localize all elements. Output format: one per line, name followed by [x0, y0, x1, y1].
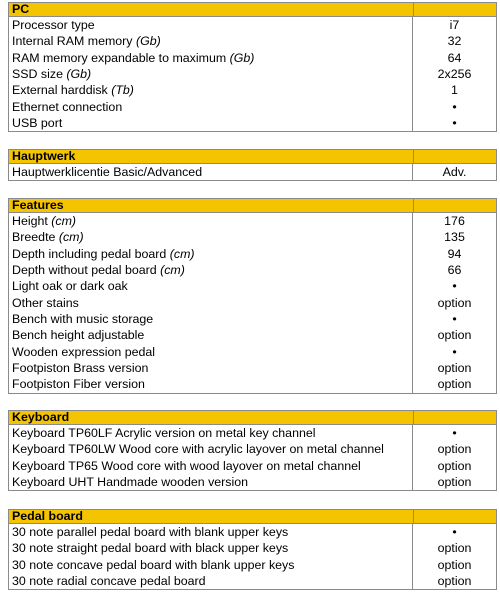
spec-row: [9, 376, 496, 392]
spec-value: 2x256: [437, 67, 472, 82]
spec-row: [9, 50, 496, 66]
spec-label: Hauptwerklicentie Basic/Advanced: [12, 165, 203, 179]
section-title: Hauptwerk: [9, 150, 414, 163]
section-rows: [8, 17, 497, 132]
spec-label-cell: [9, 82, 413, 98]
section-header: [8, 149, 497, 164]
spec-row: [9, 458, 496, 474]
section-keyboard: [8, 410, 497, 491]
spec-label-cell: [9, 573, 413, 589]
spec-label: Footpiston Brass version: [12, 361, 149, 376]
spec-label-cell: [9, 540, 413, 556]
spec-row: [9, 33, 496, 49]
spec-label-cell: [9, 213, 413, 229]
spec-label-cell: [9, 425, 413, 441]
spec-row: [9, 360, 496, 376]
spec-row: [9, 278, 496, 294]
spec-row: [9, 262, 496, 278]
section-header: [8, 509, 497, 524]
spec-label-cell: [9, 524, 413, 540]
section-rows: [8, 164, 497, 181]
spec-unit: (Gb): [66, 67, 92, 82]
spec-row: [9, 524, 496, 540]
spec-value: option: [437, 377, 472, 392]
section-rows: [8, 213, 497, 394]
spec-label-cell: [9, 262, 413, 278]
spec-value: option: [437, 541, 472, 556]
spec-label-cell: [9, 327, 413, 343]
included-bullet: •: [452, 344, 457, 359]
spec-label-cell: [9, 474, 413, 490]
spec-label: Depth without pedal board: [12, 263, 161, 278]
spec-label-cell: [9, 344, 413, 360]
spec-label-cell: [9, 246, 413, 262]
spec-label: 30 note radial concave pedal board: [12, 574, 206, 589]
included-bullet: •: [452, 312, 457, 327]
header-value-cell: [414, 510, 496, 523]
section-header: [8, 410, 497, 425]
section-header: [8, 2, 497, 17]
spec-row: [9, 164, 496, 180]
spec-unit: (cm): [51, 214, 77, 228]
spec-label: 30 note concave pedal board with blank upper keys: [12, 557, 295, 572]
spec-label: Wooden expression pedal: [12, 344, 156, 359]
spec-label-cell: [9, 99, 413, 115]
spec-label: RAM memory expandable to maximum: [12, 50, 230, 65]
spec-unit: (Tb): [111, 83, 134, 98]
included-bullet: •: [452, 99, 457, 114]
spec-label-cell: [9, 311, 413, 327]
included-bullet: •: [452, 426, 457, 440]
spec-label-cell: [9, 229, 413, 245]
spec-row: [9, 540, 496, 556]
spec-value: 64: [447, 50, 462, 65]
section-header: [8, 198, 497, 213]
spec-label: Breedte: [12, 230, 59, 245]
spec-value: 94: [447, 246, 462, 261]
spec-value: 66: [447, 263, 462, 278]
spec-label-cell: [9, 557, 413, 573]
spec-unit: (cm): [58, 230, 84, 245]
section-title: Keyboard: [9, 411, 414, 424]
spec-label: Processor type: [12, 18, 95, 32]
spec-label: Ethernet connection: [12, 99, 123, 114]
spec-label: USB port: [12, 116, 63, 131]
spec-label-cell: [9, 33, 413, 49]
spec-row: [9, 344, 496, 360]
section-title: PC: [9, 3, 414, 16]
spec-value: 32: [447, 34, 462, 49]
section-title: Pedal board: [9, 510, 414, 523]
spec-row: [9, 441, 496, 457]
spec-label: Footpiston Fiber version: [12, 377, 145, 392]
spec-row: [9, 311, 496, 327]
spec-row: [9, 557, 496, 573]
spec-label-cell: [9, 441, 413, 457]
spec-value: 1: [451, 83, 458, 98]
spec-value: option: [437, 361, 472, 376]
spec-label: 30 note straight pedal board with black upper keys: [12, 541, 289, 556]
spec-label: Keyboard TP60LW Wood core with acrylic layover on metal channel: [12, 442, 384, 457]
spec-value: option: [437, 295, 472, 310]
spec-value: Adv.: [442, 165, 467, 179]
included-bullet: •: [452, 279, 457, 294]
spec-label: SSD size: [12, 67, 67, 82]
spec-label-cell: [9, 66, 413, 82]
spec-label: Bench height adjustable: [12, 328, 145, 343]
spec-label-cell: [9, 360, 413, 376]
spec-label: External harddisk: [12, 83, 112, 98]
spec-value: option: [437, 557, 472, 572]
spec-row: [9, 425, 496, 441]
section-hauptwerk: [8, 149, 497, 181]
spec-label-cell: [9, 50, 413, 66]
section-features: [8, 198, 497, 394]
spec-row: [9, 573, 496, 589]
spec-value: i7: [449, 18, 460, 32]
spec-label-cell: [9, 458, 413, 474]
spec-label: Bench with music storage: [12, 312, 154, 327]
spec-row: [9, 229, 496, 245]
spec-unit: (cm): [160, 263, 185, 278]
spec-label: Keyboard UHT Handmade wooden version: [12, 475, 249, 490]
spec-unit: (cm): [169, 246, 195, 261]
section-title: Features: [9, 199, 414, 212]
header-value-cell: [414, 3, 496, 16]
spec-row: [9, 99, 496, 115]
header-value-cell: [414, 150, 496, 163]
spec-label: Other stains: [12, 295, 79, 310]
spec-row: [9, 82, 496, 98]
spec-value: 176: [444, 214, 465, 228]
spec-label-cell: [9, 115, 413, 131]
spec-label: Keyboard TP60LF Acrylic version on metal key channel: [12, 426, 316, 440]
spec-value: option: [437, 458, 472, 473]
spec-value: option: [437, 442, 472, 457]
header-value-cell: [414, 199, 496, 212]
spec-label: Keyboard TP65 Wood core with wood layover on metal channel: [12, 458, 361, 473]
spec-label-cell: [9, 17, 413, 33]
header-value-cell: [414, 411, 496, 424]
spec-value: option: [437, 328, 472, 343]
spec-label: Height: [12, 214, 52, 228]
spec-label: Light oak or dark oak: [12, 279, 128, 294]
spec-value: option: [437, 574, 472, 589]
spec-row: [9, 474, 496, 490]
spec-label-cell: [9, 164, 413, 180]
spec-row: [9, 295, 496, 311]
spec-row: [9, 213, 496, 229]
section-rows: [8, 524, 497, 590]
included-bullet: •: [452, 116, 457, 131]
spec-label-cell: [9, 376, 413, 392]
spec-unit: (Gb): [229, 50, 255, 65]
spec-label: Internal RAM memory: [12, 34, 136, 49]
spec-value: 135: [444, 230, 465, 245]
spec-label-cell: [9, 295, 413, 311]
spec-row: [9, 115, 496, 131]
spec-row: [9, 66, 496, 82]
section-pedal-board: [8, 509, 497, 590]
spec-row: [9, 246, 496, 262]
spec-value: option: [437, 475, 472, 490]
section-pc: [8, 2, 497, 132]
section-rows: [8, 425, 497, 491]
spec-row: [9, 327, 496, 343]
spec-unit: (Gb): [135, 34, 161, 49]
spec-label: Depth including pedal board: [12, 246, 170, 261]
included-bullet: •: [452, 525, 457, 539]
spec-label-cell: [9, 278, 413, 294]
spec-label: 30 note parallel pedal board with blank upper keys: [12, 525, 289, 539]
spec-row: [9, 17, 496, 33]
